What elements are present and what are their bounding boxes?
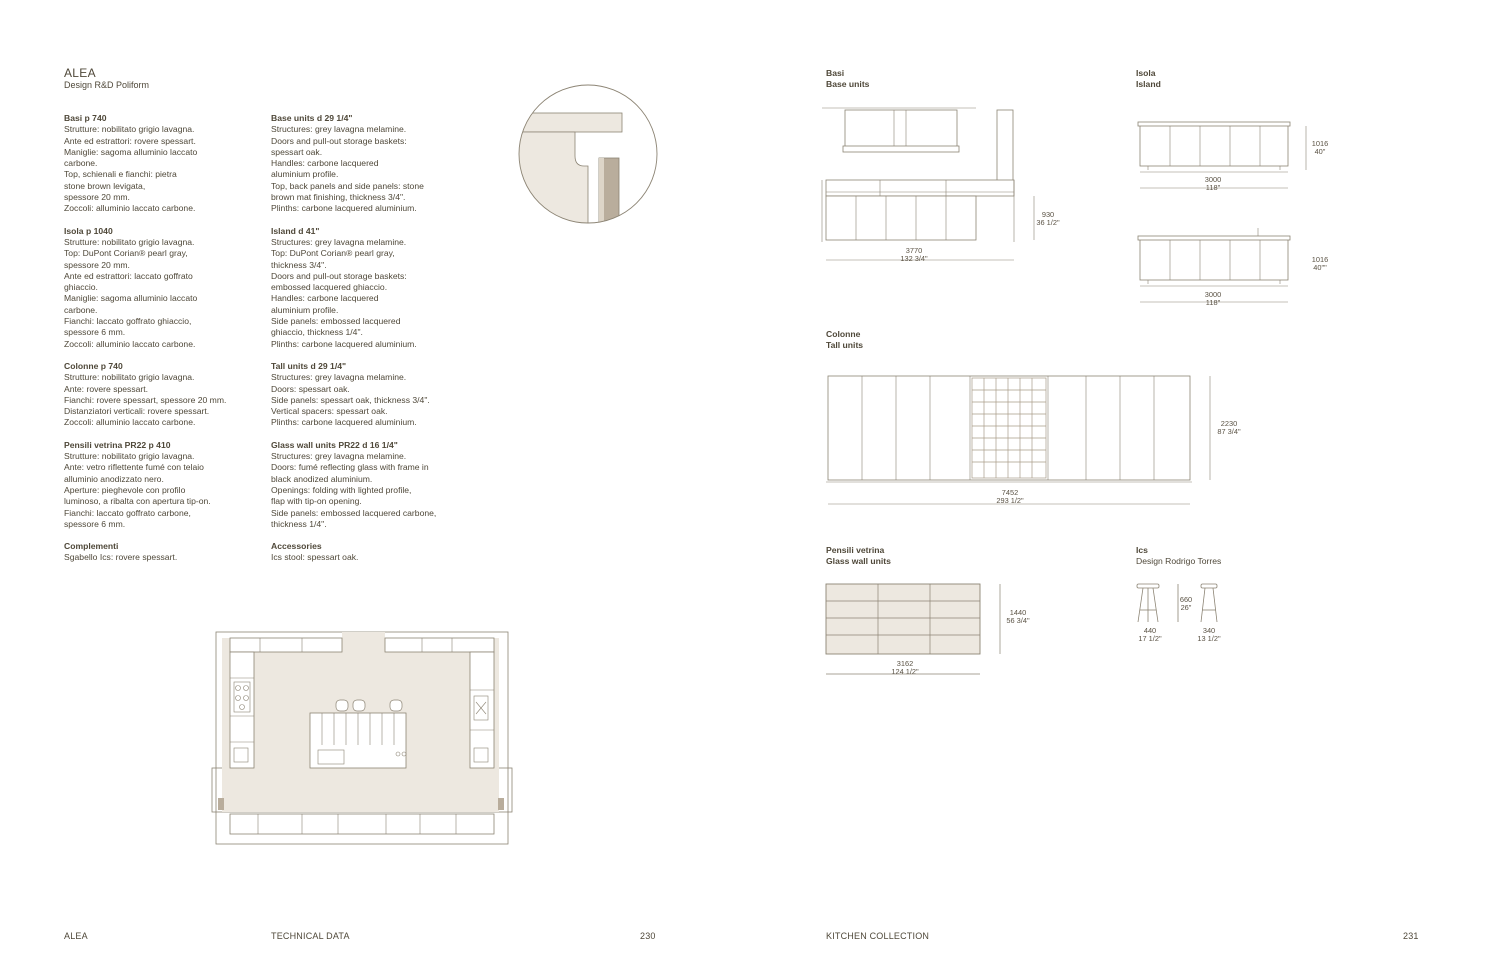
dim-mm: 1016: [1311, 255, 1329, 264]
spec-line: Zoccoli: alluminio laccato carbone.: [64, 417, 196, 428]
dim-in: 36 1/2": [1036, 217, 1060, 227]
section-isola-heading: [1136, 68, 1161, 91]
section-title-it: Colonne: [826, 329, 861, 339]
spec-line: embossed lacquered ghiaccio.: [271, 282, 388, 293]
dimension-width: [890, 247, 938, 262]
spec-line: Maniglie: sagoma alluminio laccato: [64, 146, 198, 157]
dim-in: 132 3/4": [900, 253, 928, 263]
section-title-it: Basi: [826, 68, 845, 78]
dimension-height: [1308, 140, 1332, 155]
spec-block: [271, 541, 471, 564]
dimension-width: [1136, 627, 1164, 642]
section-title-en: Glass wall units: [826, 556, 891, 567]
dim-mm: 930: [1041, 210, 1055, 219]
spec-line: Doors: fumé reflecting glass with frame in: [271, 462, 429, 473]
spec-block: [64, 541, 264, 564]
spec-line: carbone.: [64, 304, 98, 315]
spec-line: Ante ed estrattori: rovere spessart.: [64, 135, 196, 146]
spec-line: Ics stool: spessart oak.: [271, 552, 359, 563]
section-title-it: Pensili vetrina: [826, 545, 885, 555]
spec-line: thickness 1/4".: [271, 518, 327, 529]
spec-line: ghiaccio.: [64, 282, 98, 293]
spec-line: Fianchi: rovere spessart, spessore 20 mm.: [64, 394, 227, 405]
spec-line: Aperture: pieghevole con profilo: [64, 484, 186, 495]
page-number-left: 230: [640, 931, 656, 941]
dim-in: 118": [1205, 297, 1221, 307]
page-title: ALEA: [64, 66, 96, 80]
dimension-height: [1178, 596, 1194, 611]
spec-block: [271, 440, 471, 530]
spec-block: [271, 226, 471, 350]
dim-mm: 440: [1143, 626, 1157, 635]
dimension-width: [1196, 291, 1230, 306]
spec-line: luminoso, a ribalta con apertura tip-on.: [64, 496, 211, 507]
base-units-elevation: [820, 106, 1060, 266]
dim-mm: 340: [1202, 626, 1216, 635]
footer-product: ALEA: [64, 931, 88, 941]
spec-line: brown mat finishing, thickness 3/4".: [271, 192, 406, 203]
section-ics-heading: [1136, 545, 1221, 568]
section-basi-heading: [826, 68, 869, 91]
dim-in: 124 1/2": [891, 666, 919, 676]
spec-line: Openings: folding with lighted profile,: [271, 484, 412, 495]
spec-line: Plinths: carbone lacquered aluminium.: [271, 203, 417, 214]
spec-line: spessore 6 mm.: [64, 327, 126, 338]
spec-line: Ante: vetro riflettente fumé con telaio: [64, 462, 204, 473]
dimension-height: [1212, 420, 1246, 435]
spec-line: Ante: rovere spessart.: [64, 383, 149, 394]
dim-in: 87 3/4": [1217, 426, 1241, 436]
dim-mm: 3000: [1204, 175, 1222, 184]
spec-line: Fianchi: laccato goffrato carbone,: [64, 507, 191, 518]
dimension-width: [990, 489, 1030, 504]
spec-line: Side panels: embossed lacquered carbone,: [271, 507, 437, 518]
page-number-right: 231: [1403, 931, 1419, 941]
spec-line: carbone.: [64, 158, 98, 169]
spec-line: aluminium profile.: [271, 304, 339, 315]
dim-mm: 660: [1179, 595, 1193, 604]
handle-profile-detail: [518, 84, 660, 226]
spec-line: spessore 20 mm.: [64, 259, 130, 270]
spec-block: [271, 113, 471, 215]
section-title-en: Tall units: [826, 340, 864, 351]
dim-mm: 3000: [1204, 290, 1222, 299]
tall-units-elevation: [822, 372, 1222, 506]
dimension-height: [1002, 609, 1034, 624]
spec-heading: Tall units d 29 1/4": [271, 360, 347, 371]
spec-block: [64, 361, 264, 429]
spec-line: Structures: grey lavagna melamine.: [271, 451, 407, 462]
dim-in: 13 1/2": [1197, 633, 1221, 643]
kitchen-floor-plan: [212, 630, 512, 846]
designer-credit: Design Rodrigo Torres: [1136, 556, 1222, 567]
section-title-en: Island: [1136, 79, 1161, 90]
spec-line: Vertical spacers: spessart oak.: [271, 406, 388, 417]
spec-line: Doors and pull-out storage baskets:: [271, 270, 407, 281]
spec-line: Sgabello Ics: rovere spessart.: [64, 552, 178, 563]
dim-mm: 1440: [1009, 608, 1027, 617]
spec-line: flap with tip-on opening.: [271, 496, 362, 507]
spec-line: Plinths: carbone lacquered aluminium.: [271, 417, 417, 428]
spec-block: [64, 226, 264, 350]
spec-block: [64, 113, 264, 215]
spec-line: Structures: grey lavagna melamine.: [271, 236, 407, 247]
spec-line: Zoccoli: alluminio laccato carbone.: [64, 338, 196, 349]
spec-line: Maniglie: sagoma alluminio laccato: [64, 293, 198, 304]
spec-line: Side panels: spessart oak, thickness 3/4".: [271, 394, 430, 405]
spec-line: Strutture: nobilitato grigio lavagna.: [64, 372, 195, 383]
dim-in: 26": [1180, 602, 1192, 612]
spec-line: Top: DuPont Corian® pearl gray,: [271, 248, 395, 259]
dimension-height: [1308, 256, 1332, 271]
spec-line: Top, back panels and side panels: stone: [271, 180, 424, 191]
spec-line: Strutture: nobilitato grigio lavagna.: [64, 236, 195, 247]
spec-heading: Basi p 740: [64, 113, 107, 123]
spec-heading: Pensili vetrina PR22 p 410: [64, 439, 171, 450]
dim-mm: 2230: [1220, 419, 1238, 428]
spec-heading: Accessories: [271, 541, 322, 552]
spec-line: Ante ed estrattori: laccato goffrato: [64, 270, 193, 281]
spec-line: Zoccoli: alluminio laccato carbone.: [64, 203, 196, 214]
specs-english: [271, 113, 471, 564]
spec-line: black anodized aluminium.: [271, 473, 373, 484]
glass-wall-units-elevation: [822, 582, 1042, 678]
spec-heading: Complementi: [64, 541, 119, 552]
spec-line: Handles: carbone lacquered: [271, 158, 379, 169]
spec-line: Side panels: embossed lacquered: [271, 316, 401, 327]
spec-line: ghiaccio, thickness 1/4".: [271, 327, 363, 338]
spec-line: spessore 6 mm.: [64, 518, 126, 529]
dimension-width: [886, 660, 924, 675]
dim-mm: 3770: [905, 246, 923, 255]
designer-credit: Design R&D Poliform: [64, 80, 150, 90]
spec-block: [271, 361, 471, 429]
footer-section: TECHNICAL DATA: [271, 931, 350, 941]
spec-line: Top: DuPont Corian® pearl gray,: [64, 248, 188, 259]
section-title-it: Ics: [1136, 545, 1148, 555]
spec-line: Top, schienali e fianchi: pietra: [64, 169, 177, 180]
dimension-width: [1195, 627, 1223, 642]
spec-line: Handles: carbone lacquered: [271, 293, 379, 304]
spec-line: aluminium profile.: [271, 169, 339, 180]
section-colonne-heading: [826, 329, 863, 352]
spec-heading: Colonne p 740: [64, 360, 123, 371]
dim-mm: 7452: [1001, 488, 1019, 497]
spec-line: Distanziatori verticali: rovere spessart.: [64, 406, 210, 417]
spec-heading: Island d 41": [271, 225, 320, 236]
spec-heading: Base units d 29 1/4": [271, 113, 353, 123]
spec-line: alluminio anodizzato nero.: [64, 473, 164, 484]
section-title-it: Isola: [1136, 68, 1156, 78]
spec-line: Structures: grey lavagna melamine.: [271, 124, 407, 135]
section-title-en: Base units: [826, 79, 870, 90]
spec-line: Doors and pull-out storage baskets:: [271, 135, 407, 146]
spec-heading: Glass wall units PR22 d 16 1/4": [271, 439, 398, 450]
spec-line: Strutture: nobilitato grigio lavagna.: [64, 451, 195, 462]
footer-collection: KITCHEN COLLECTION: [826, 931, 930, 941]
spec-line: stone brown levigata,: [64, 180, 146, 191]
dim-in: 17 1/2": [1138, 633, 1162, 643]
spec-line: Strutture: nobilitato grigio lavagna.: [64, 124, 195, 135]
spec-line: Structures: grey lavagna melamine.: [271, 372, 407, 383]
spec-line: spessart oak.: [271, 146, 323, 157]
spec-heading: Isola p 1040: [64, 225, 113, 236]
dim-mm: 3162: [896, 659, 914, 668]
dim-in: 118": [1205, 182, 1221, 192]
spec-line: Plinths: carbone lacquered aluminium.: [271, 338, 417, 349]
spec-block: [64, 440, 264, 530]
section-pensili-heading: [826, 545, 891, 568]
dim-in: 56 3/4": [1006, 615, 1030, 625]
spec-line: spessore 20 mm.: [64, 192, 130, 203]
spec-line: thickness 3/4".: [271, 259, 327, 270]
dim-mm: 1016: [1311, 139, 1329, 148]
dim-in: 40"": [1313, 262, 1327, 272]
dimension-width: [1196, 176, 1230, 191]
dimension-height: [1032, 211, 1064, 226]
dim-in: 40": [1314, 146, 1326, 156]
dim-in: 293 1/2": [996, 495, 1024, 505]
spec-line: Fianchi: laccato goffrato ghiaccio,: [64, 316, 192, 327]
specs-italian: [64, 113, 264, 564]
spec-line: Doors: spessart oak.: [271, 383, 350, 394]
